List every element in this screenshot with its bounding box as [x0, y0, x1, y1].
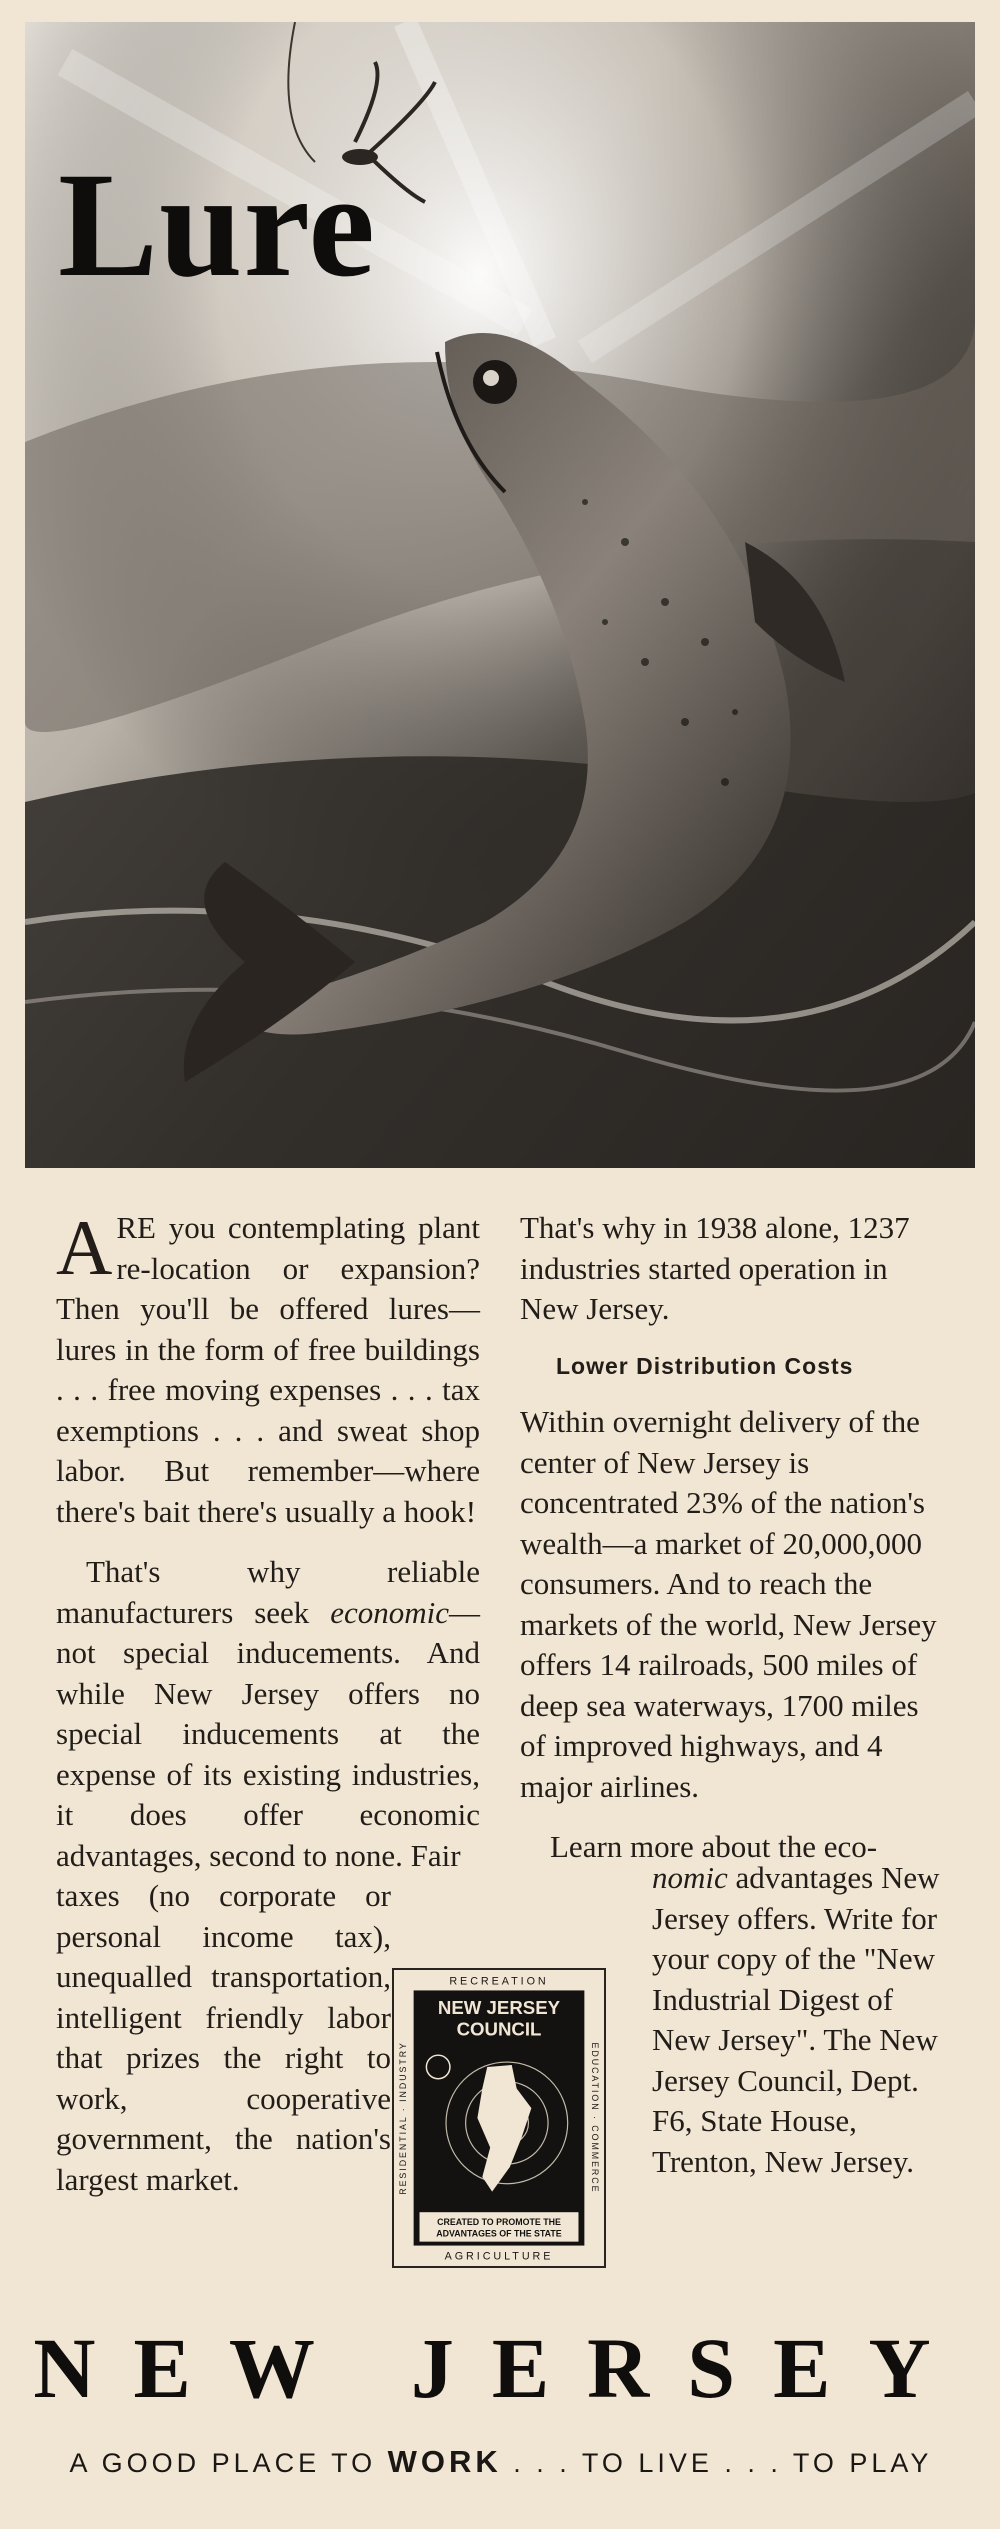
tagline-work: WORK — [387, 2444, 502, 2479]
statistic-paragraph: That's why in 1938 alone, 1237 industries started operation in New Jersey. — [520, 1210, 910, 1326]
emblem-caption-line2: ADVANTAGES OF THE STATE — [436, 2228, 562, 2239]
tagline-end: . . . TO LIVE . . . TO PLAY — [501, 2448, 933, 2478]
emblem-right-text: EDUCATION · COMMERCE — [590, 2042, 601, 2194]
emblem-bottom-text: AGRICULTURE — [444, 2250, 554, 2263]
new-jersey-council-emblem — [392, 1968, 606, 2268]
council-seal — [394, 1970, 604, 2266]
headline: Lure — [58, 142, 376, 308]
distribution-paragraph: Within overnight delivery of the center of New Jersey is concentrated 23% of the nation's wealth—a market of 20,000,000 consumers. And to reach the markets of the world, New Jersey offers 14 railroads, 500 miles of deep sea waterways, 1700 miles of improved highways, and 4 major airlines. — [520, 1404, 937, 1804]
emblem-title-line2: COUNCIL — [456, 2018, 542, 2040]
emblem-left-text: RESIDENTIAL · INDUSTRY — [397, 2041, 408, 2195]
section-subhead: Lower Distribution Costs — [556, 1352, 854, 1379]
contact-text-rest: advantages New Jersey offers. Write for your copy of the "New Industrial Digest of New Jersey". The New Jersey Council, Dept. F6, State House, Trenton, New Jersey. — [652, 1860, 940, 2179]
emblem-caption-line1: CREATED TO PROMOTE THE — [437, 2216, 561, 2227]
tagline — [26, 2444, 976, 2480]
drop-cap: A — [56, 1204, 113, 1291]
economic-text-rest: —not special inducements. And while New Jersey offers no special inducements at the expense of its existing industries, it does offer economic advantages, second to none. Fair — [56, 1594, 480, 1873]
economic-paragraph-narrow: taxes (no corporate or personal income tax), unequalled transportation, intelligent friendly labor that prizes the right to work, cooperative government, the nation's largest market. — [56, 1878, 391, 2197]
intro-paragraph — [56, 1204, 480, 1532]
economic-text-start: That's why reliable manufacturers seek — [56, 1554, 480, 1630]
contact-paragraph — [652, 1858, 952, 2182]
economic-emphasis: economic — [330, 1594, 449, 1630]
tagline-start: A GOOD PLACE TO — [69, 2448, 388, 2478]
footer-title: NEW JERSEY — [33, 2320, 969, 2416]
emblem-top-text: RECREATION — [449, 1975, 549, 1988]
right-column — [520, 1208, 948, 1868]
intro-text: RE you contemplating plant re-location or expansion? Then you'll be offered lures—lures in the form of free buildings . . . free moving expenses . . . tax exemptions . . . and sweat shop labor. But remember—where there's bait there's usually a hook! — [56, 1210, 480, 1529]
emblem-title-line1: NEW JERSEY — [437, 1996, 561, 2018]
economic-paragraph — [56, 1552, 480, 1876]
contact-text-start: Learn more about the eco- — [550, 1829, 878, 1864]
contact-emphasis: nomic — [652, 1860, 728, 1895]
